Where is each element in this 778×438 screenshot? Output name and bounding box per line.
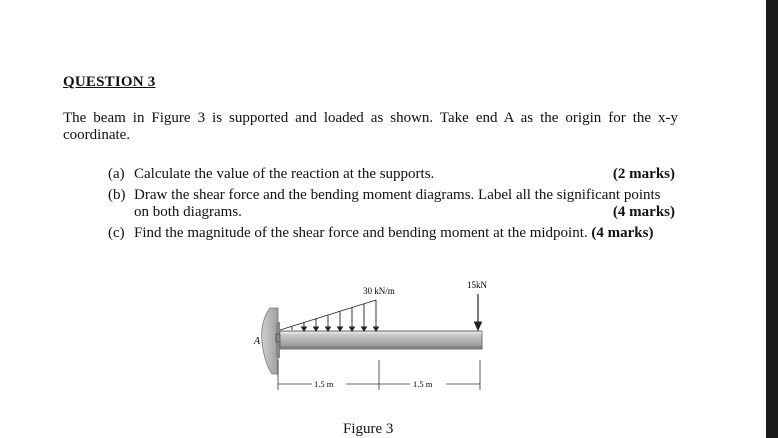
right-edge-bar (766, 0, 778, 438)
distributed-load-label: 30 kN/m (363, 286, 395, 296)
question-title: QUESTION 3 (63, 74, 156, 90)
part-a-text: Calculate the value of the reaction at the supports. (134, 166, 435, 182)
part-c-label: (c) (108, 225, 125, 241)
part-c-text (134, 225, 675, 242)
part-a-label: (a) (108, 166, 125, 182)
part-a (108, 166, 675, 183)
question-intro: The beam in Figure 3 is supported and loaded as shown. Take end A as the origin for the x-y coordinate. (63, 110, 678, 143)
part-b (108, 187, 675, 221)
part-b-text-line2: on both diagrams. (134, 204, 242, 220)
span-left-label: 1.5 m (314, 379, 334, 389)
part-c (108, 225, 675, 242)
part-b-label: (b) (108, 187, 126, 203)
fixed-support-wall (262, 308, 280, 374)
dimension-lines (278, 360, 480, 390)
support-label-a: A (254, 336, 261, 347)
span-right-label: 1.5 m (413, 379, 433, 389)
part-b-marks: (4 marks) (612, 204, 675, 220)
part-c-text-body: Find the magnitude of the shear force and bending moment at the midpoint. (134, 225, 588, 241)
distributed-load (280, 300, 379, 331)
part-c-marks: (4 marks) (591, 225, 654, 241)
point-load-arrow (475, 294, 482, 330)
part-a-marks: (2 marks) (612, 166, 675, 182)
figure-caption: Figure 3 (343, 421, 394, 437)
beam-figure (240, 270, 510, 400)
beam (280, 331, 482, 349)
point-load-label: 15kN (467, 280, 487, 290)
part-b-text-line1: Draw the shear force and the bending moment diagrams. Label all the significant points (134, 187, 661, 203)
